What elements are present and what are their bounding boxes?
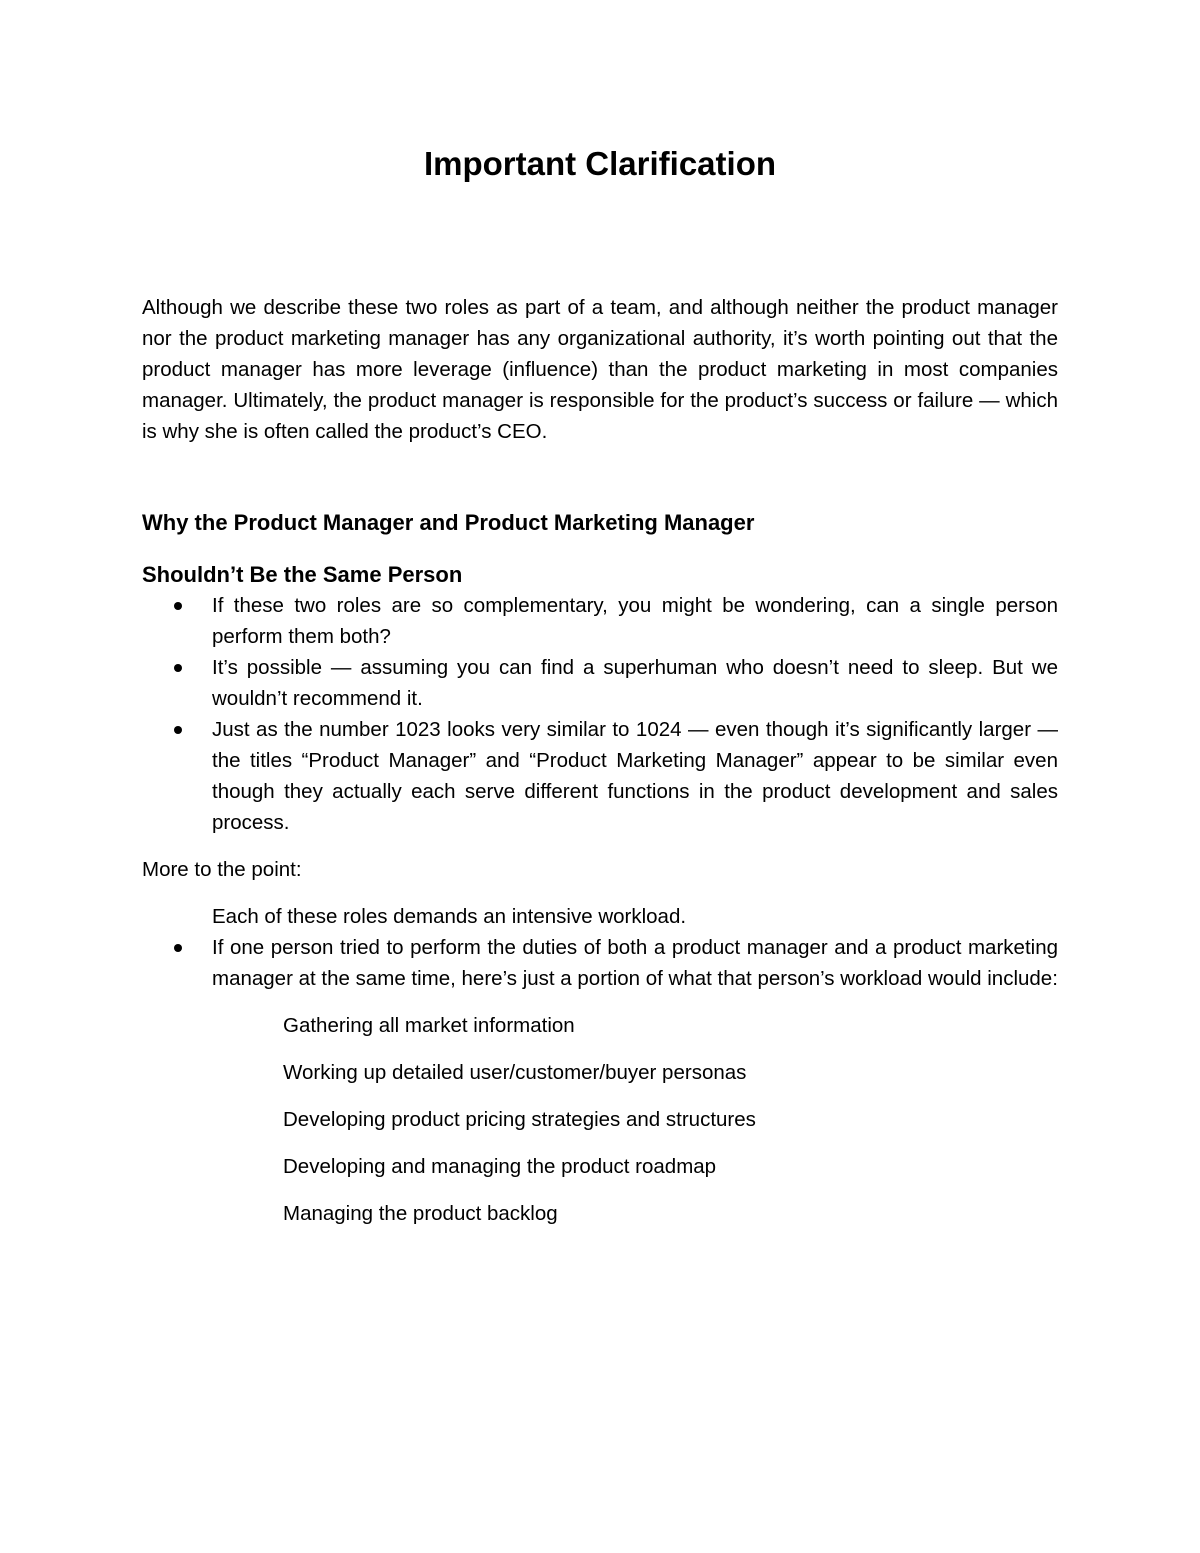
section-heading-line1: Why the Product Manager and Product Marketing Manager <box>142 510 755 535</box>
duty-item: Managing the product backlog <box>283 1202 558 1225</box>
bullet-item <box>142 590 1058 652</box>
duties-list <box>142 1010 1058 1229</box>
duty-item: Developing product pricing strategies and structures <box>283 1108 756 1131</box>
intro-paragraph: Although we describe these two roles as part of a team, and although neither the product manager nor the product marketing manager has any organizational authority, it’s worth pointing out that the product manager has more leverage (influence) than the product marketing in most companies manager. Ultimately, the product manager is responsible for the product’s success or failure — which is why she is often called the product’s CEO. <box>142 296 1058 443</box>
section-heading-line2: Shouldn’t Be the Same Person <box>142 562 463 587</box>
bullet-item <box>142 714 1058 838</box>
bullet-text: If these two roles are so complementary, you might be wondering, can a single person perform them both? <box>212 594 1058 648</box>
bullet-text: If one person tried to perform the duties of both a product manager and a product marketing manager at the same time, here’s just a portion of what that person’s workload would include: <box>212 936 1058 990</box>
bullet-item <box>142 932 1058 994</box>
bullet-text: It’s possible — assuming you can find a superhuman who doesn’t need to sleep. But we wouldn’t recommend it. <box>212 656 1058 710</box>
bullet-dot-icon <box>174 602 182 610</box>
more-to-point-item: Each of these roles demands an intensive workload. <box>212 905 687 928</box>
duty-item: Developing and managing the product roadmap <box>283 1155 717 1178</box>
workload-bullet-list <box>142 932 1058 994</box>
bullet-list <box>142 590 1058 838</box>
document-body <box>142 292 1058 1245</box>
document-title: Important Clarification <box>423 145 777 182</box>
bullet-dot-icon <box>174 726 182 734</box>
duty-item: Working up detailed user/customer/buyer personas <box>283 1061 747 1084</box>
more-to-point-label: More to the point: <box>142 858 302 881</box>
bullet-dot-icon <box>174 944 182 952</box>
bullet-item <box>142 652 1058 714</box>
bullet-dot-icon <box>174 664 182 672</box>
duty-item: Gathering all market information <box>283 1014 575 1037</box>
bullet-text: Just as the number 1023 looks very similar to 1024 — even though it’s significantly larger — the titles “Product Manager” and “Product Marketing Manager” appear to be similar even though they actually each serve different functions in the product development and sales process. <box>212 718 1058 834</box>
